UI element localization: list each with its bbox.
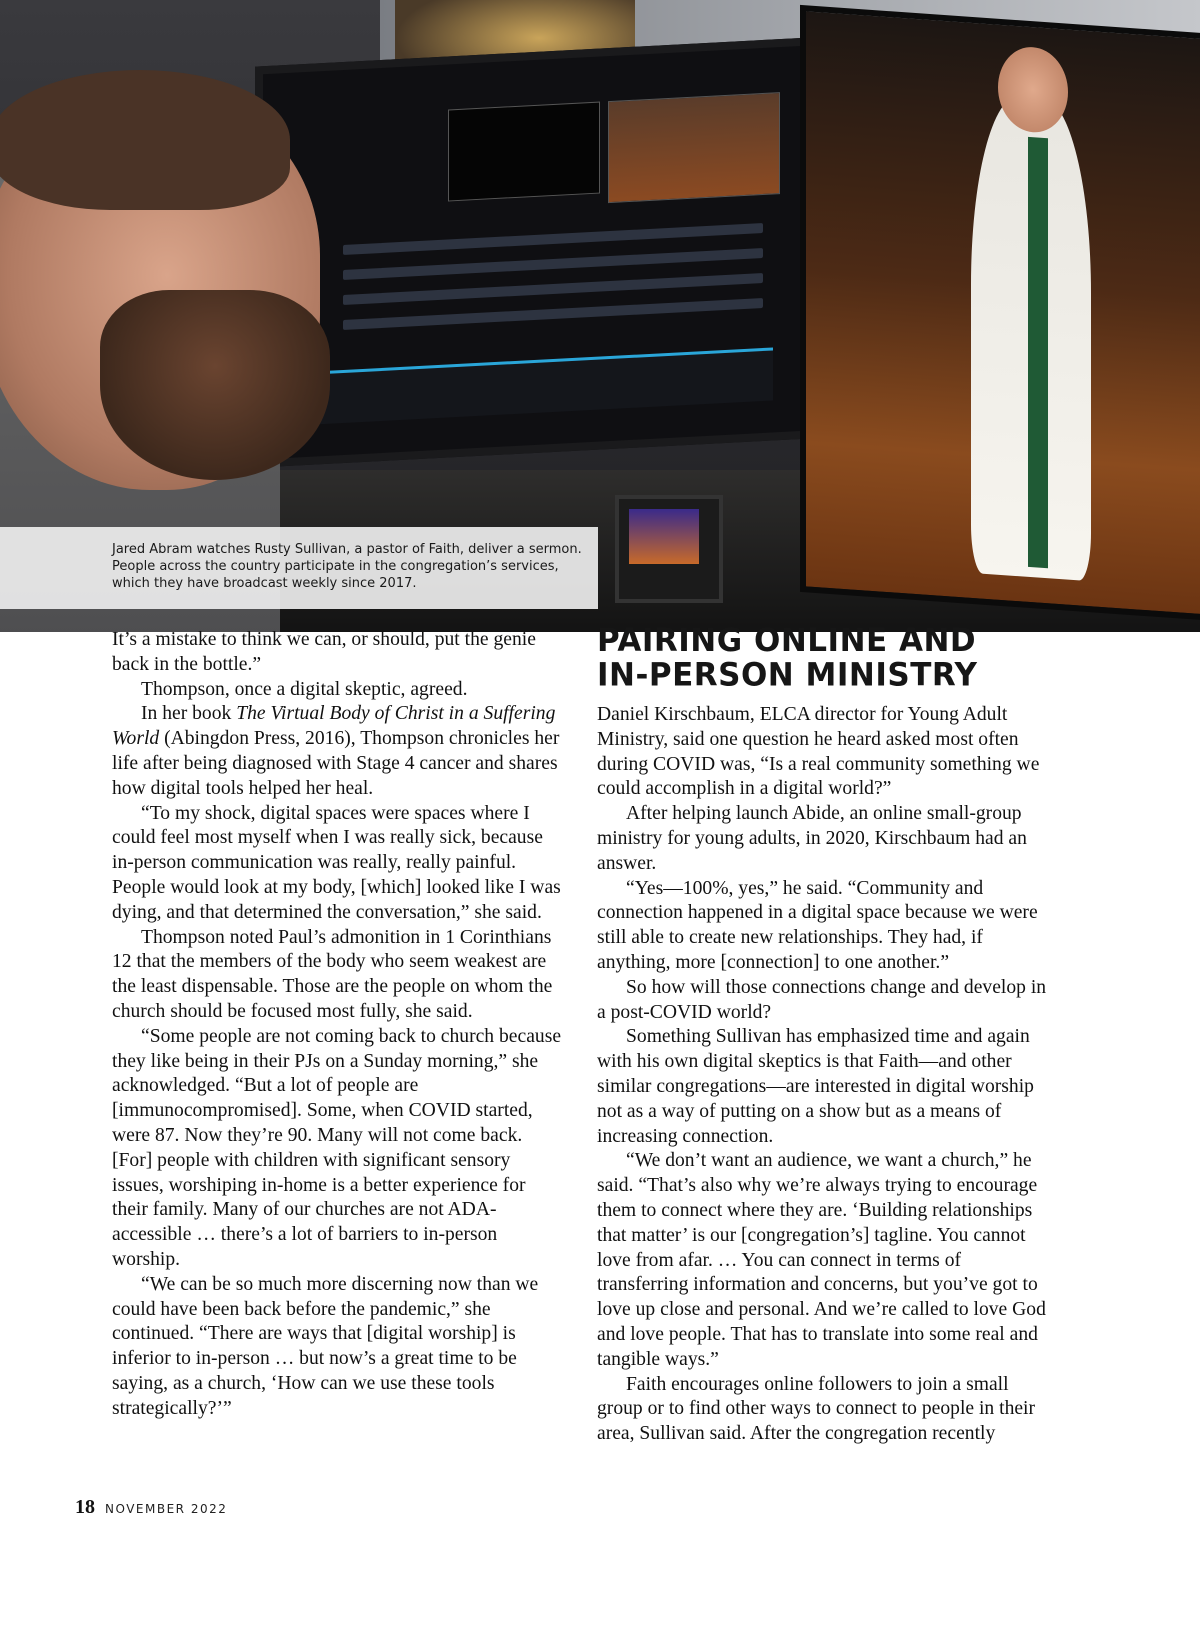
- broadcast-monitor: [800, 5, 1200, 622]
- section-headline: [597, 623, 1057, 692]
- viewer-head: [0, 100, 320, 490]
- page-footer: [75, 1496, 227, 1519]
- control-strip: [343, 298, 763, 330]
- timeline-panel: [273, 347, 773, 426]
- headline-line: IN-PERSON MINISTRY: [597, 656, 978, 694]
- left-column: [112, 628, 564, 1422]
- paragraph: “To my shock, digital spaces were spaces where I could feel most myself when I was really sick, because in-person communication was really, really painful. People would look at my body, [which] looked like I was dying, and that determined the conversation,” she said.: [112, 802, 561, 923]
- viewer-beard: [100, 290, 330, 480]
- paragraph: After helping launch Abide, an online small-group ministry for young adults, in 2020, Kirschbaum had an answer.: [597, 803, 1027, 874]
- text-run: In her book: [141, 703, 237, 725]
- paragraph: Something Sullivan has emphasized time and again with his own digital skeptics is that Faith—and other similar congregations—are interested in digital worship not as a way of putting on a show but as a means of increasing connection.: [597, 1026, 1034, 1147]
- program-preview: [608, 92, 780, 203]
- paragraph: So how will those connections change and develop in a post-COVID world?: [597, 976, 1047, 1023]
- control-strip: [343, 273, 763, 305]
- capture-device: [615, 495, 723, 603]
- book-title: The Virtual Body of Christ in a Suffering World: [112, 703, 556, 750]
- green-stole: [1028, 137, 1048, 568]
- viewer-hair: [0, 70, 290, 210]
- text-run: (Abingdon Press, 2016), Thompson chronicles her life after being diagnosed with Stage 4 cancer and shares how digital tools helped her heal.: [112, 728, 560, 799]
- paragraph: “Yes—100%, yes,” he said. “Community and connection happened in a digital space because we were still able to create new relationships. They had, if anything, more [connection] to one another.”: [597, 877, 1038, 973]
- lyrics-preview: [448, 102, 600, 202]
- paragraph: “We can be so much more discerning now than we could have been back before the pandemic,” she continued. “There are ways that [digital worship] is inferior to in-person … but now’s a great time to be saying, as a church, ‘How can we use these tools strategically?’”: [112, 1273, 539, 1419]
- paragraph: Thompson noted Paul’s admonition in 1 Corinthians 12 that the members of the body who seem weakest are the least dispensable. Those are the people on whom the church should be focused most fully, she said.: [112, 926, 553, 1022]
- page-number: 18: [75, 1496, 95, 1518]
- control-strip: [343, 248, 763, 280]
- paragraph: [112, 702, 564, 801]
- production-monitor: [255, 37, 813, 467]
- issue-date: NOVEMBER 2022: [105, 1502, 228, 1516]
- control-strip: [343, 223, 763, 255]
- photo-caption: Jared Abram watches Rusty Sullivan, a pastor of Faith, deliver a sermon. People across the country participate in the congregation’s services, which they have broadcast weekly since 2017.: [112, 542, 582, 591]
- paragraph: It’s a mistake to think we can, or should, put the genie back in the bottle.”: [112, 629, 536, 675]
- headline-line: PAIRING ONLINE AND: [597, 622, 977, 660]
- paragraph: Faith encourages online followers to join a small group or to find other ways to connect to people in their area, Sullivan said. After the congregation recently: [597, 1373, 1036, 1445]
- device-screen: [629, 509, 699, 564]
- paragraph: “Some people are not coming back to church because they like being in their PJs on a Sunday morning,” she acknowledged. “But a lot of people are [immunocompromised]. Some, when COVID started, were 87. Now they’re 90. Many will not come back. [For] people with children with significant sensory issues, worshiping in-home is a better experience for their family. Many of our churches are not ADA-accessible … there’s a lot of barriers to in-person worship.: [112, 1025, 562, 1270]
- right-column: [597, 703, 1049, 1447]
- paragraph: “We don’t want an audience, we want a church,” he said. “That’s also why we’re always trying to encourage them to connect where they are. ‘Building relationships that matter’ is our [congregation’s] tagline. You cannot love from afar. … You can connect in terms of transferring information and concerns, but you’ve got to love up close and personal. And we’re called to love God and love people. That has to translate into some real and tangible ways.”: [597, 1150, 1046, 1370]
- paragraph: Thompson, once a digital skeptic, agreed.: [141, 678, 468, 700]
- paragraph: Daniel Kirschbaum, ELCA director for Young Adult Ministry, said one question he heard asked most often during COVID was, “Is a real community something we could accomplish in a digital world?”: [597, 704, 1040, 800]
